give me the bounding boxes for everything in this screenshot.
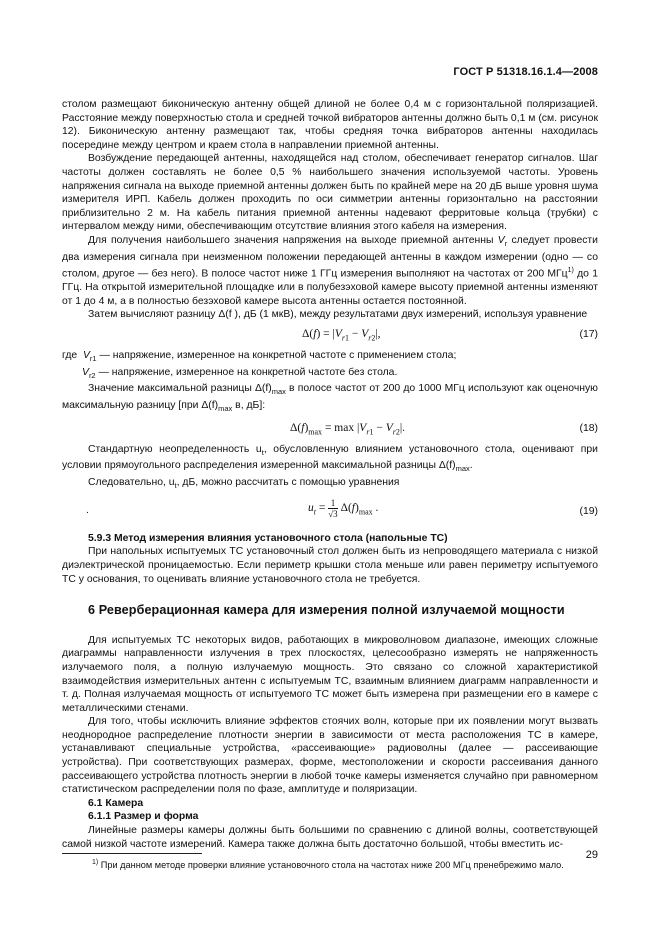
paragraph: Для получения наибольшего значения напряжения на выходе приемной антенны $V_r$ следует провести два измерения сигнала при неизменном положении передающей антенны в каждом измерении (одно — со столом, другое — без него). В полосе частот ниже 1 ГГц измерения выполняют на частотах от 200 МГц$^{1)}$ до 1 ГГц. На открытой измерительной площадке или в полубезэховой камере высоту приемной антенны изменяют от 1 до 4 м, а в полностью безэховой камере высота антенны остается постоянной. (62, 234, 598, 307)
formula-number: (17) (579, 329, 598, 341)
formula-expression: $\Delta(f) = |V_{r1} - V_{r2}|$, (302, 328, 381, 343)
variable-definitions (62, 349, 598, 382)
paragraph: столом размещают биконическую антенну общей длиной не более 0,4 м с горизонтальной поляризацией. Расстояние между поверхностью стола и средней точкой вибраторов антенны должно быть 0,1 м (см. рисунок 12). Биконическую антенну размещают так, чтобы средняя точка вибраторов антенны находилась посередине между центром и краем стола в направлении приемной антенны. (62, 99, 598, 151)
paragraph: Следовательно, $u_t$, дБ, можно рассчитать с помощью уравнения (88, 477, 400, 491)
document-header-id: ГОСТ Р 51318.16.1.4—2008 (453, 66, 598, 78)
paragraph: Для того, чтобы исключить влияние эффектов стоячих волн, которые при их появлении могут вызвать неоднородное распределение плотности энергии в зависимости от места расположения ТС в камере, устанавливают специальные устройства, «рассеивающие» радиоволны (далее — рассеивающие устройства). При соответствующих размерах, форме, местоположении и скорости рассеивания данного рассеивающего устройства плотность энергии в любой точке камеры изменяется случайно при равномерном статистическом распределении поля по фазе, амплитуде и поляризации. (62, 716, 598, 796)
paragraph: Возбуждение передающей антенны, находящейся над столом, обеспечивает генератор сигналов. Шаг частоты должен составлять не более 0,5 % наибольшего значения используемой частоты. Уровень напряжения сигнала на выходе приемной антенны должен быть по крайней мере на 20 дБ выше уровня шума измерителя ИРП. Кабель должен проходить по оси симметрии антенны горизонтально на расстоянии приблизительно 2 м. На кабель питания приемной антенны надевают ферритовые кольца (трубки) с интервалом между ними, обеспечивающим отсутствие влияния этого кабеля на измерения. (62, 153, 598, 233)
section-heading-6: 6 Реверберационная камера для измерения полной излучаемой мощности (88, 603, 565, 618)
formula-expression: $u_t$ = $\frac{1}{√3}$ $\Delta(f)_{max}$ . (308, 497, 379, 519)
formula-19 (62, 496, 598, 526)
page-number: 29 (585, 849, 598, 861)
page-content (62, 98, 598, 871)
paragraph: Для испытуемых ТС некоторых видов, работающих в микроволновом диапазоне, имеющих сложные диаграммы направленности излучения в трех плоскостях, целесообразно измерять не напряженность излучаемого поля, а полную излучаемую мощность. Это связано со сложной характеристикой взаимодействия измерительных антенн с испытуемым ТС, взаимным влиянием диаграмм направленности и т. д. Полная излучаемая мощность от испытуемого ТС может быть измерена при размещении его в камере с металлическими стенами. (62, 634, 598, 714)
paragraph: Затем вычисляют разницу Δ(f ), дБ (1 мкВ), между результатами двух измерений, используя уравнение (88, 309, 588, 321)
section-heading-6-1: 6.1 Камера (88, 797, 144, 809)
formula-number: (19) (579, 505, 598, 517)
paragraph: Стандартную неопределенность $u_t$, обусловленную влиянием установочного стола, оценивают при условии прямоугольного распределения измеренной максимальной разницы $\Delta(f)_{max}$. (62, 443, 598, 474)
definition-line: где $V_{r1}$ — напряжение, измеренное на конкретной частоте с применением стола; (62, 350, 457, 364)
formula-17 (62, 325, 598, 345)
formula-expression: $\Delta(f)_{max} = \max |V_{r1} - V_{r2}|$. (290, 421, 406, 437)
section-heading-6-1-1: 6.1.1 Размер и форма (88, 811, 199, 823)
formula-18 (62, 419, 598, 439)
footnote-divider (62, 853, 202, 854)
footnote: $^{1)}$ При данном методе проверки влияние установочного стола на частотах ниже 200 МГц пренебрежимо мало. (92, 859, 564, 871)
definition-line: $V_{r2}$ — напряжение, измеренное на конкретной частоте без стола. (82, 366, 398, 380)
section-heading-5-9-3: 5.9.3 Метод измерения влияния установочного стола (напольные ТС) (88, 532, 448, 544)
formula-number: (18) (579, 422, 598, 434)
formula-lead: . (86, 504, 89, 516)
paragraph: При напольных испытуемых ТС установочный стол должен быть из непроводящего материала с низкой диэлектрической проницаемостью. Если периметр крышки стола меньше или равен периметру испытуемого ТС у основания, то оценивать влияние установочного стола не требуется. (62, 546, 598, 585)
paragraph: Значение максимальной разницы $\Delta(f)_{max}$ в полосе частот от 200 до 1000 МГц используют как оценочную максимальную разницу [при $\Delta(f)_{max}$ в, дБ]: (62, 383, 598, 414)
paragraph: Линейные размеры камеры должны быть большими по сравнению с длиной волны, соответствующей самой низкой частоте измерений. Камера также должна быть достаточно большой, чтобы вместить ис- (62, 825, 598, 850)
